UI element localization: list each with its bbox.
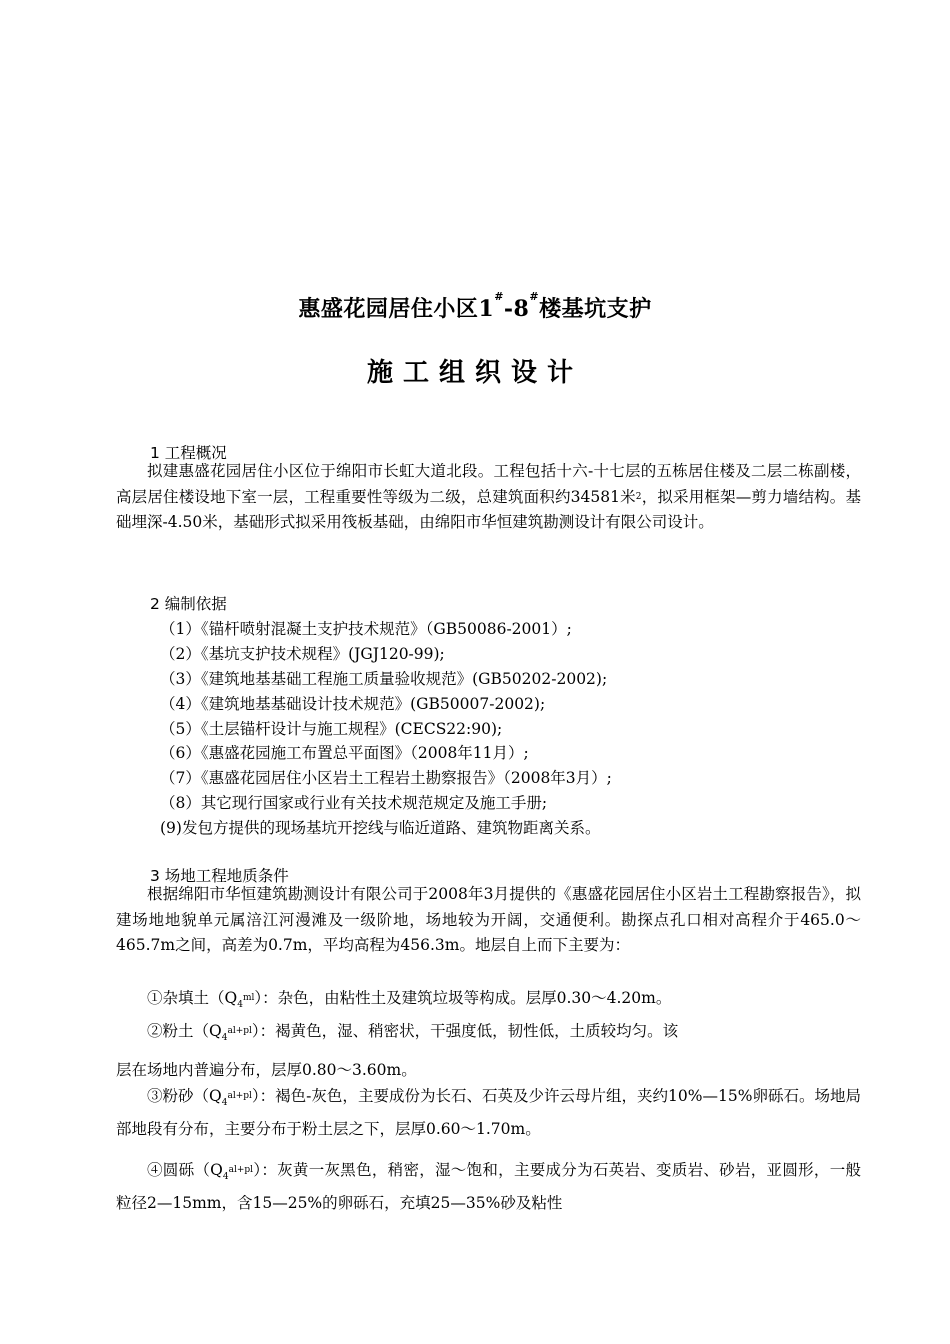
section-3-intro: 根据绵阳市华恒建筑勘测设计有限公司于2008年3月提供的《惠盛花园居住小区岩土工程勘察报告》，拟建场地地貌单元属涪江河漫滩及一级阶地，场地较为开阔，交通便利。勘探点孔口相对高程介于465.0～465.7m之间，高差为0.7m，平均高程为456.3m。地层自上而下主要为：: [116, 885, 861, 954]
section-3-heading: 3 场地工程地质条件: [150, 867, 289, 885]
reference-item: （3）《建筑地基基础工程施工质量验收规范》(GB50202-2002);: [160, 670, 608, 688]
reference-item: （6）《惠盛花园施工布置总平面图》（2008年11月）;: [160, 744, 529, 762]
document-subtitle: 施工组织设计: [366, 358, 583, 388]
reference-item: (9)发包方提供的现场基坑开挖线与临近道路、建筑物距离关系。: [160, 819, 601, 837]
reference-item: （8）其它现行国家或行业有关技术规范规定及施工手册;: [160, 794, 548, 812]
soil-layer-2: ②粉土$(Q_4^{al+pl})$：褐黄色，湿、稍密状，干强度低，韧性低，土质较均匀。该: [147, 1022, 679, 1044]
reference-item: （1）《锚杆喷射混凝土支护技术规范》（GB50086-2001）;: [160, 620, 572, 638]
reference-item: （2）《基坑支护技术规程》(JGJ120-99);: [160, 645, 445, 663]
reference-item: （5）《土层锚杆设计与施工规程》(CECS22:90);: [160, 720, 503, 738]
document-title: 惠盛花园居住小区1#-8#楼基坑支护: [298, 290, 652, 322]
soil-layer-1: ①杂填土$(Q_4^{ml})$：杂色，由粘性土及建筑垃圾等构成。层厚0.30～4.20m。: [147, 989, 672, 1011]
soil-layer-3: ③粉砂$(Q_4^{al+pl})$：褐色-灰色，主要成份为长石、石英及少许云母片组，夹约10%—15%卵砾石。场地局部地段有分布，主要分布于粉土层之下，层厚0.60～1.70m。: [116, 1087, 861, 1138]
section-1-heading: 1 工程概况: [150, 444, 227, 462]
reference-item: （4）《建筑地基基础设计技术规范》(GB50007-2002);: [160, 695, 546, 713]
section-1-body: 拟建惠盛花园居住小区位于绵阳市长虹大道北段。工程包括十六-十七层的五栋居住楼及二层二栋副楼，高层居住楼设地下室一层，工程重要性等级为二级，总建筑面积约34581米$^2$，拟采用框架—剪力墙结构。基础埋深-4.50米，基础形式拟采用筏板基础，由绵阳市华恒建筑勘测设计有限公司设计。: [116, 462, 861, 531]
soil-layer-4: ④圆砾$(Q_4^{al+pl})$：灰黄一灰黑色，稍密，湿～饱和，主要成分为石英岩、变质岩、砂岩，亚圆形，一般粒径2—15mm，含15—25%的卵砾石，充填25—35%砂及粘性: [116, 1161, 861, 1212]
reference-item: （7）《惠盛花园居住小区岩土工程岩土勘察报告》（2008年3月）;: [160, 769, 612, 787]
soil-layer-2-continued: 层在场地内普遍分布，层厚0.80～3.60m。: [116, 1061, 417, 1079]
section-2-heading: 2 编制依据: [150, 595, 227, 613]
